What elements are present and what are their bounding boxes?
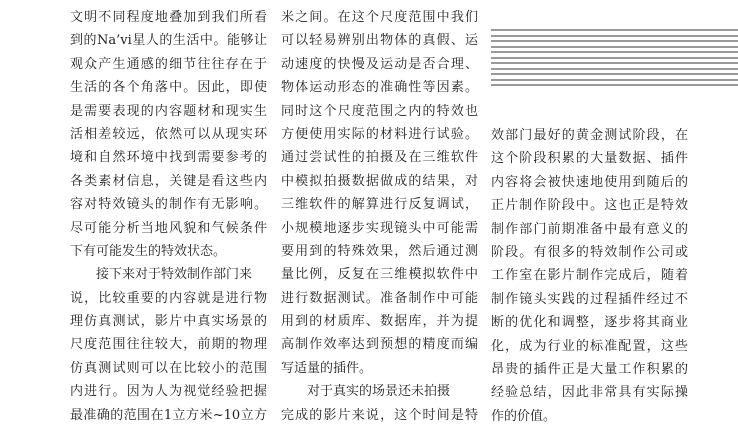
text-line: 物体运动形态的准确性等因素。	[281, 80, 478, 96]
text-line: 境和自然环境中找到需要参考的	[70, 150, 267, 166]
text-line: 用到的材质库、数据库，并为提	[281, 314, 478, 330]
text-line: 到的Na’vi星人的生活中。能够让	[70, 33, 267, 49]
text-line: 这个阶段积累的大量数据、插件	[491, 151, 688, 167]
text-line: 尽可能分析当地风貌和气候条件	[70, 220, 267, 236]
text-line: 尺度范围往往较大，前期的物理	[70, 337, 267, 353]
text-line: 效部门最好的黄金测试阶段，在	[491, 128, 688, 143]
text-line: 接下来对于特效制作部门来	[96, 267, 253, 283]
text-line: 生活的各个角落中。因此，即使	[70, 80, 267, 96]
text-line: 动速度的快慢及运动是否合理、	[281, 56, 478, 72]
text-line: 内容将会被快速地使用到随后的	[491, 174, 688, 190]
text-line: 对于真实的场景还未拍摄	[307, 384, 451, 400]
text-line: 文明不同程度地叠加到我们所看	[70, 10, 267, 25]
text-line: 制作镜头实践的过程插件经过不	[491, 291, 688, 307]
text-line: 小规模地逐步实现镜头中可能需	[281, 220, 478, 236]
text-column-3	[491, 124, 688, 428]
text-line: 化，成为行业的标准配置，这些	[491, 338, 688, 354]
text-line: 米之间。在这个尺度范围中我们	[281, 10, 478, 25]
text-line: 内进行。因为人为视觉经验把握	[70, 384, 267, 400]
text-line: 说，比较重要的内容就是进行物	[70, 290, 267, 306]
text-line: 正片制作阶段中。这也正是特效	[491, 198, 688, 214]
text-line: 理仿真测试，影片中真实场景的	[70, 314, 267, 330]
text-line: 同时这个尺度范围之内的特效也	[281, 103, 478, 119]
text-line: 是需要表现的内容题材和现实生	[70, 103, 267, 119]
text-line: 容对特效镜头的制作有无影响。	[70, 197, 267, 213]
text-line: 最准确的范围在1立方米~10立方	[70, 407, 267, 423]
text-column-2	[281, 6, 478, 427]
text-line: 阶段。有很多的特效制作公司或	[491, 244, 688, 260]
text-line: 昂贵的插件正是大量工作积累的	[491, 361, 688, 377]
decorative-stripes	[491, 29, 738, 89]
text-line: 经验总结，因此非常具有实际操	[491, 385, 688, 401]
text-column-1	[70, 6, 267, 427]
text-line: 可以轻易辨别出物体的真假、运	[281, 33, 478, 49]
text-line: 观众产生通感的细节往往存在于	[70, 56, 267, 72]
text-line: 写适量的插件。	[281, 360, 373, 376]
text-line: 仿真测试则可以在比较小的范围	[70, 360, 267, 376]
text-line: 制作部门前期准备中最有意义的	[491, 221, 688, 237]
text-line: 方便使用实际的材料进行试验。	[281, 126, 478, 142]
text-line: 断的优化和调整，逐步将其商业	[491, 315, 688, 331]
text-line: 完成的影片来说，这个时间是特	[281, 407, 478, 423]
text-line: 中模拟拍摄数据做成的结果，对	[281, 173, 478, 189]
text-line: 三维软件的解算进行反复调试，	[281, 197, 478, 213]
text-line: 工作室在影片制作完成后，随着	[491, 268, 688, 284]
text-line: 进行数据测试。准备制作中可能	[281, 290, 478, 306]
text-line: 作的价值。	[491, 408, 557, 424]
text-line: 各类素材信息，关键是看这些内	[70, 173, 267, 189]
text-line: 要用到的特殊效果，然后通过测	[281, 243, 478, 259]
text-line: 量比例，反复在三维模拟软件中	[281, 267, 478, 283]
text-line: 下有可能发生的特效状态。	[70, 243, 227, 259]
text-line: 活相差较远，依然可以从现实环	[70, 126, 267, 142]
text-line: 通过尝试性的拍摄及在三维软件	[281, 150, 478, 166]
text-line: 高制作效率达到预想的精度而编	[281, 337, 478, 353]
